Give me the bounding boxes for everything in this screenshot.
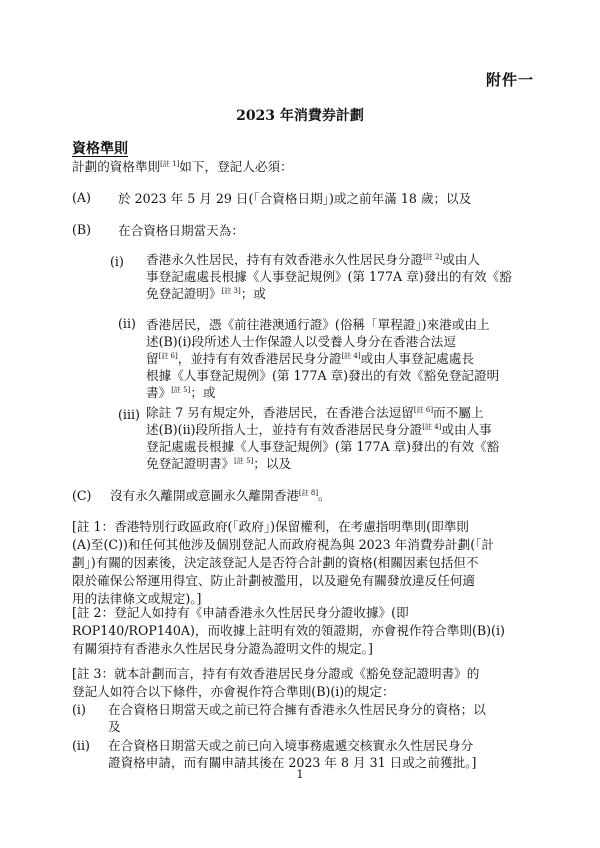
item-iii-line: 述(B)(ii)段所指人士，並持有有效香港居民身分證[註 4]或由人事 [146,422,492,437]
item-iii-line: 登記處處長根據《人事登記規例》(第 177A 章)發出的有效《豁 [146,439,500,454]
note-1-line: 限於確保公帑運用得宜、防止計劃被濫用，以及避免有關發放違反任何適 [72,573,475,588]
item-iii-label: (iii) [118,407,140,422]
note-3-line: [註 3：就本計劃而言，持有有效香港居民身分證或《豁免登記證明書》的 [72,666,480,681]
footnote-ref: [註 2] [423,252,443,261]
criterion-a-text: 於 2023 年 5 月 29 日(「合資格日期」)或之前年滿 18 歲；以及 [118,191,472,206]
item-i-line: 香港永久性居民，持有有效香港永久性居民身分證[註 2]或由人 [146,252,480,267]
item-iii-line: 除註 7 另有規定外，香港居民，在香港合法逗留[註 6]而不屬上 [146,405,484,420]
footnote-ref: [註 8] [298,488,319,497]
item-ii-line: 香港居民，憑《前往港澳通行證》(俗稱「單程證」)來港或由上 [146,317,490,332]
item-i-line: 免登記證明》[註 3]；或 [146,286,266,301]
note-1-line: 用的法律條文或規定)。] [72,591,202,606]
item-ii-line: 述(B)(i)段所述人士作保證人以受養人身分在香港合法逗 [146,334,456,349]
note-3-item-line: 在合資格日期當天或之前已符合擁有香港永久性居民身分的資格；以 [108,702,486,717]
page-number: 1 [296,768,304,781]
note-3-item-line: 在合資格日期當天或之前已向入境事務處遞交核實永久性居民身分 [108,738,474,753]
criterion-b-text: 在合資格日期當天為： [118,223,244,238]
footnote-ref: [註 4] [341,351,361,360]
annex-label: 附件一 [485,71,534,89]
footnote-ref: [註 6] [158,351,178,360]
criterion-c-label: (C) [72,488,92,503]
note-3-line: 登記人如符合以下條件，亦會視作符合準則(B)(i)的規定： [72,684,395,699]
item-i-label: (i) [110,254,124,269]
criterion-a-label: (A) [72,190,91,205]
note-1-line: (A)至(C))和任何其他涉及個別登記人而政府視為與 2023 年消費券計劃(「計 [72,537,494,552]
criterion-c-text: 沒有永久離開或意圖永久離開香港[註 8]。 [110,488,331,503]
item-ii-label: (ii) [118,316,136,331]
note-3-item-line: 證資格申請，而有關申請其後在 2023 年 8 月 31 日或之前獲批。] [108,755,477,770]
footnote-ref: [註 5] [234,456,254,465]
footnote-ref: [註 3] [221,286,241,295]
item-ii-line: 書》[註 5]；或 [146,385,216,400]
footnote-ref: [註 4] [422,422,442,431]
criterion-b-label: (B) [72,222,92,237]
footnote-ref: [註 1] [160,159,180,168]
item-ii-line: 留[註 6]，並持有有效香港居民身分證[註 4]或由人事登記處處長 [146,351,474,366]
note-3-item-label: (i) [72,702,86,717]
footnote-ref: [註 5] [171,385,191,394]
note-2-line: 有關須持有香港永久性居民身分證為證明文件的規定。] [72,641,373,656]
item-ii-line: 根據《人事登記規例》(第 177A 章)發出的有效《豁免登記證明 [146,368,500,383]
note-3-item-line: 及 [108,719,121,734]
note-1-line: 劃」)有關的因素後，決定該登記人是否符合計劃的資格(相關因素包括但不 [72,555,479,570]
item-iii-line: 免登記證明書》[註 5]；以及 [146,456,292,471]
intro-text: 計劃的資格準則[註 1]如下，登記人必須： [72,159,293,174]
section-heading: 資格準則 [72,141,128,157]
note-1-line: [註 1：香港特別行政區政府(「政府」)保留權利，在考慮指明準則(即準則 [72,519,469,534]
note-2-line: [註 2：登記人如持有《申請香港永久性居民身分證收據》(即 [72,605,409,620]
document-title: 2023 年消費券計劃 [236,108,364,124]
note-3-item-label: (ii) [72,738,90,753]
item-i-line: 事登記處處長根據《人事登記規例》(第 177A 章)發出的有效《豁 [146,269,512,284]
footnote-ref: [註 6] [413,405,434,414]
note-2-line: ROP140/ROP140A)，而收據上註明有效的領證期，亦會視作符合準則(B)(i) [72,623,505,638]
